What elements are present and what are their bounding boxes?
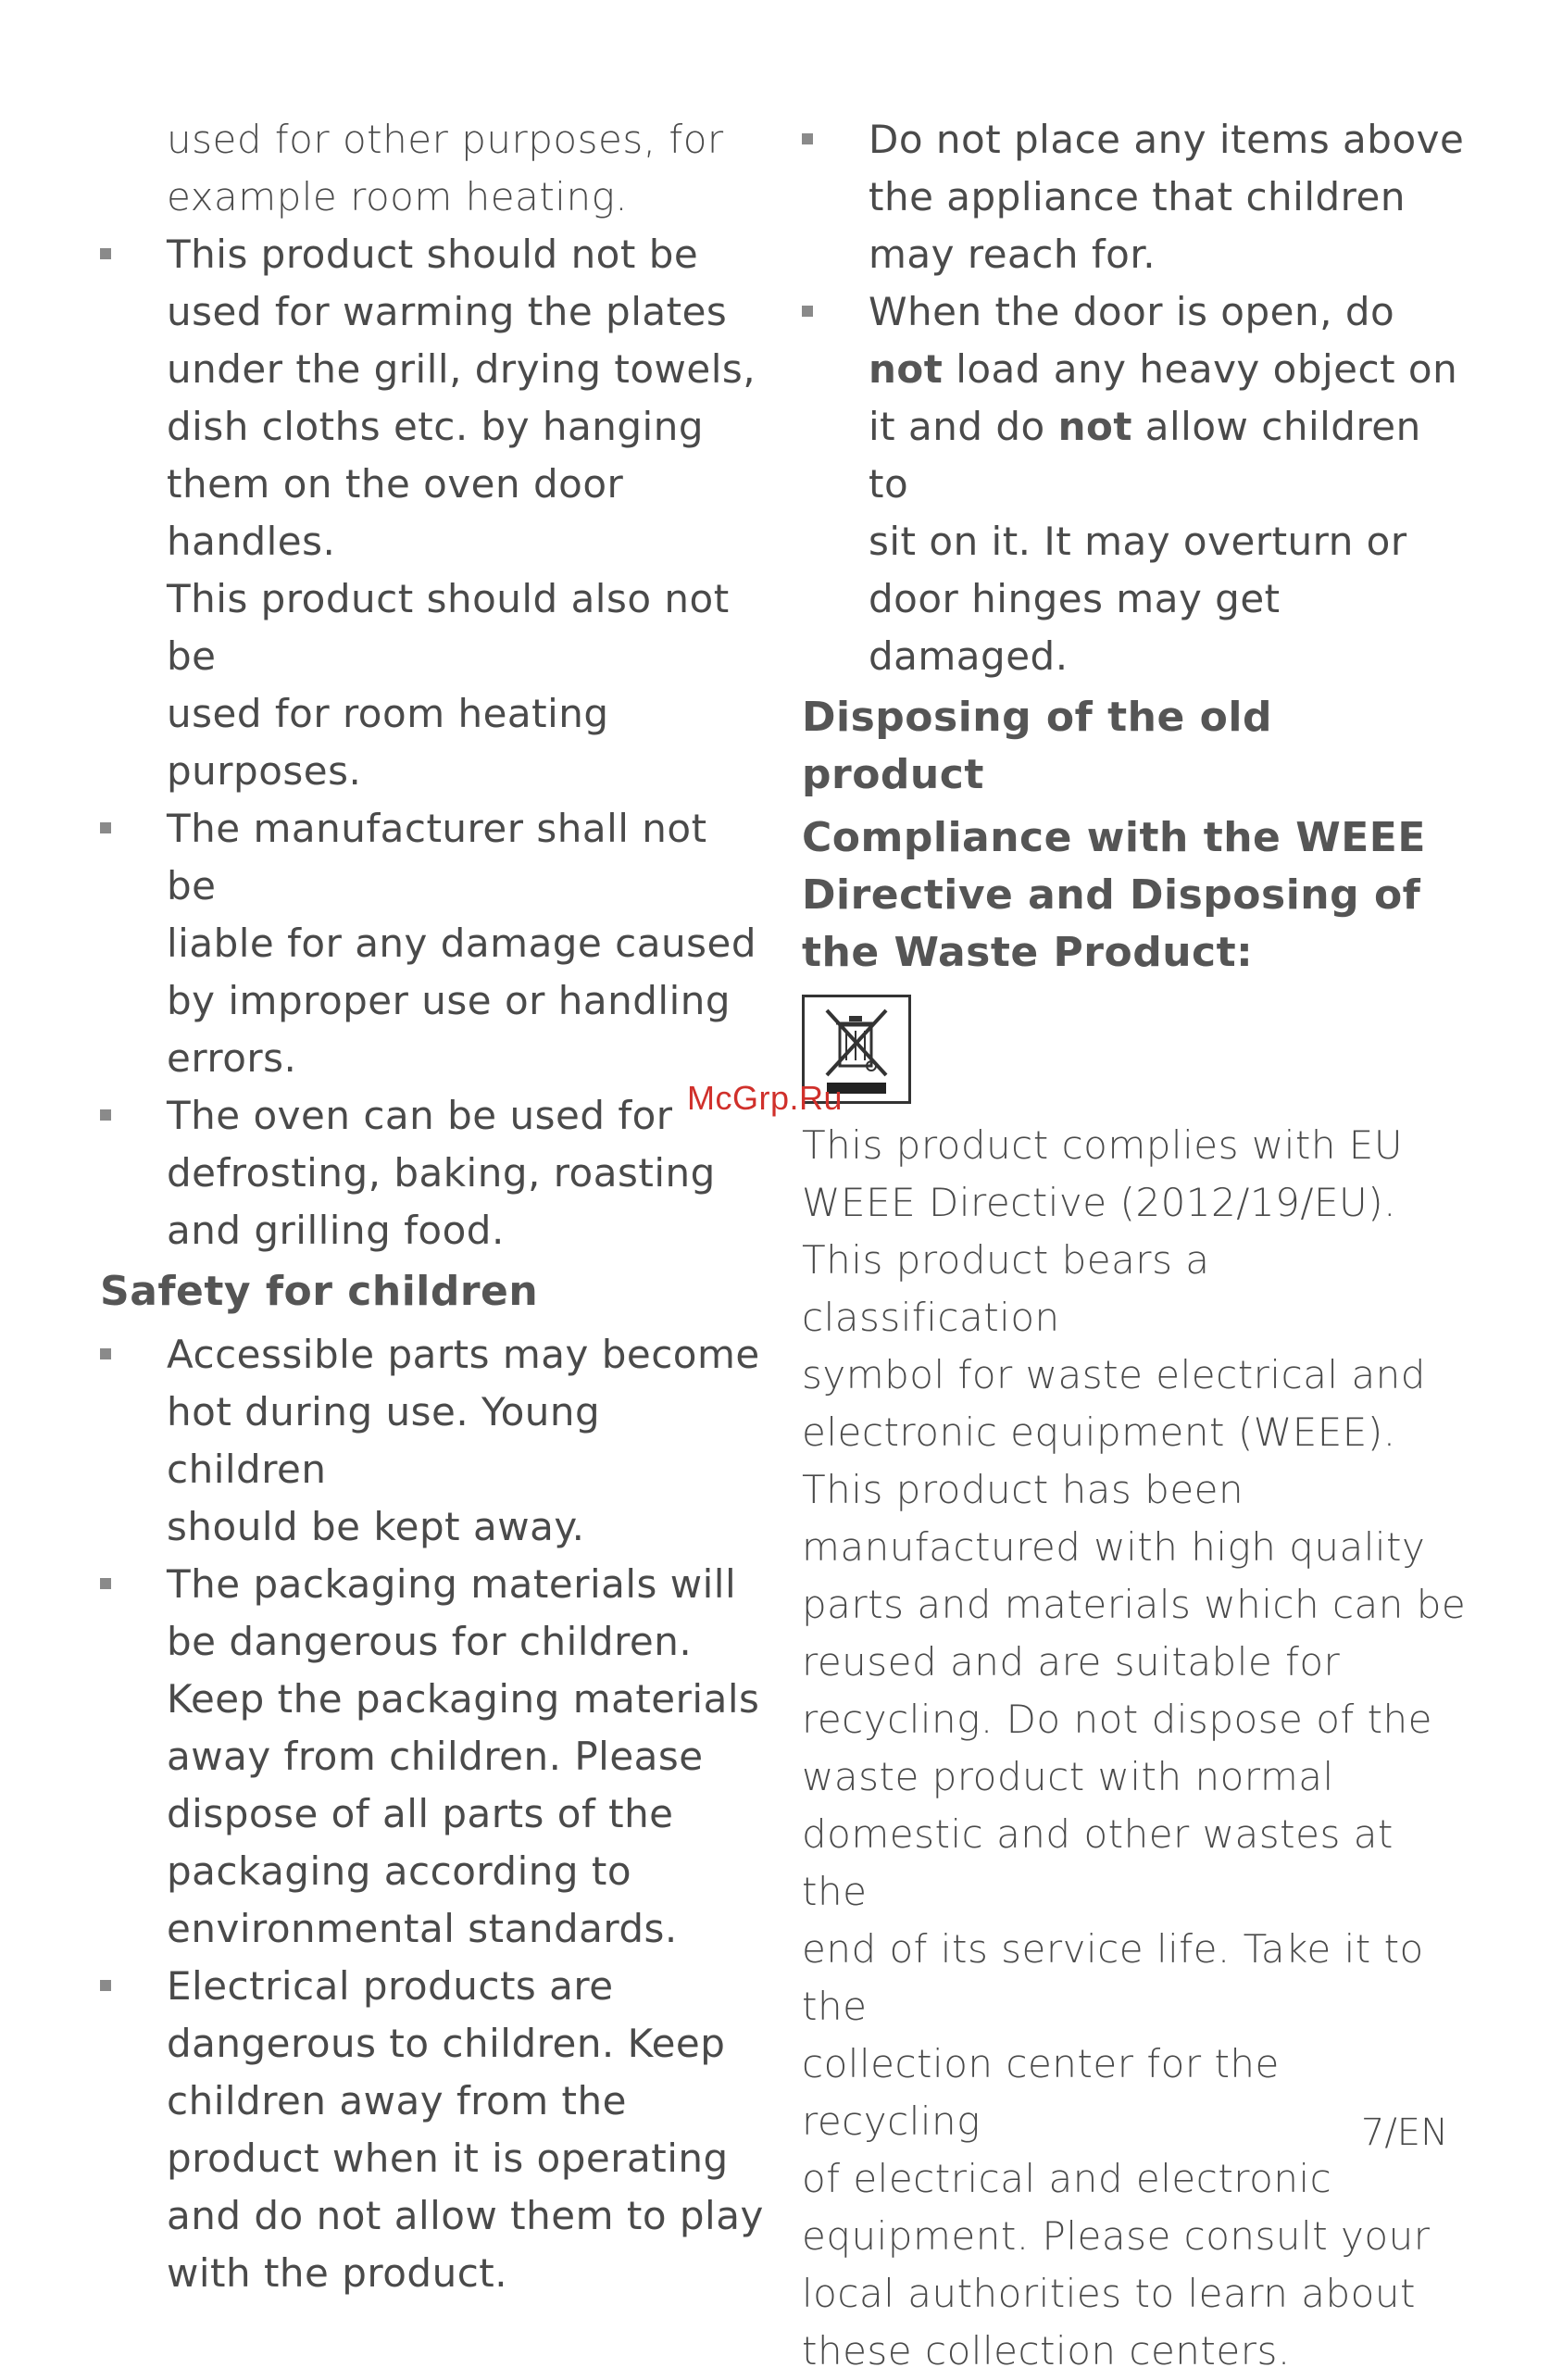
heading-weee-compliance: Compliance with the WEEE Directive and Disposing of the Waste Product: xyxy=(802,814,1426,976)
bullet-item-manufacturer: The manufacturer shall not be liable for any damage caused by improper use or handling errors. xyxy=(100,800,767,1087)
bullet-square-icon xyxy=(100,248,111,259)
continued-text: used for other purposes, for example room heating. xyxy=(167,117,724,219)
bullet-item-electrical-products: Electrical products are dangerous to children. Keep children away from the product when it is operating and do not allow them to play with the product. xyxy=(100,1958,767,2302)
bullet-square-icon xyxy=(100,1980,111,1991)
bullet-item-items-above: Do not place any items above the appliance that children may reach for. xyxy=(802,111,1469,283)
emphasis-not: not xyxy=(869,346,944,392)
bullet-square-icon xyxy=(100,1109,111,1121)
heading-disposing-old-product: Disposing of the old product xyxy=(802,694,1272,798)
right-column xyxy=(802,111,1469,2380)
bullet-square-icon xyxy=(100,1578,111,1589)
bullet-square-icon xyxy=(802,133,813,144)
bullet-item-door-open: When the door is open, do not load any heavy object on it and do not allow children to sit on it. It may overturn or door hinges may get damaged. xyxy=(802,283,1469,685)
heading-safety-for-children: Safety for children xyxy=(100,1268,539,1315)
bullet-item-oven-use: The oven can be used for defrosting, baking, roasting and grilling food. xyxy=(100,1087,767,1259)
left-column xyxy=(100,111,767,2302)
bullet-item-warming: This product should not be used for warming the plates under the grill, drying towels, dish cloths etc. by hanging them on the oven door handles. This product should also not be used for room heating purposes. xyxy=(100,226,767,800)
bullet-square-icon xyxy=(100,822,111,833)
bullet-item-accessible-parts: Accessible parts may become hot during use. Young children should be kept away. xyxy=(100,1326,767,1556)
bullet-square-icon xyxy=(802,306,813,317)
weee-compliance-text: This product complies with EU WEEE Directive (2012/19/EU). This product bears a classification symbol for waste electrical and electronic equipment (WEEE). This product has been manufactured with high quality parts and materials which can be reused and are suitable for recycling. Do not dispose of the waste product with normal domestic and other wastes at the end of its service life. Take it to the collection center for the recycling of electrical and electronic equipment. Please consult your local authorities to learn about these collection centers. xyxy=(802,1122,1467,2374)
emphasis-not: not xyxy=(1057,404,1132,449)
bullet-item-packaging: The packaging materials will be dangerous for children. Keep the packaging materials away from children. Please dispose of all parts of the packaging according to environmental standards. xyxy=(100,1556,767,1958)
page-number: 7/EN xyxy=(1360,2111,1448,2154)
bullet-square-icon xyxy=(100,1348,111,1359)
watermark: McGrp.Ru xyxy=(687,1079,844,1117)
